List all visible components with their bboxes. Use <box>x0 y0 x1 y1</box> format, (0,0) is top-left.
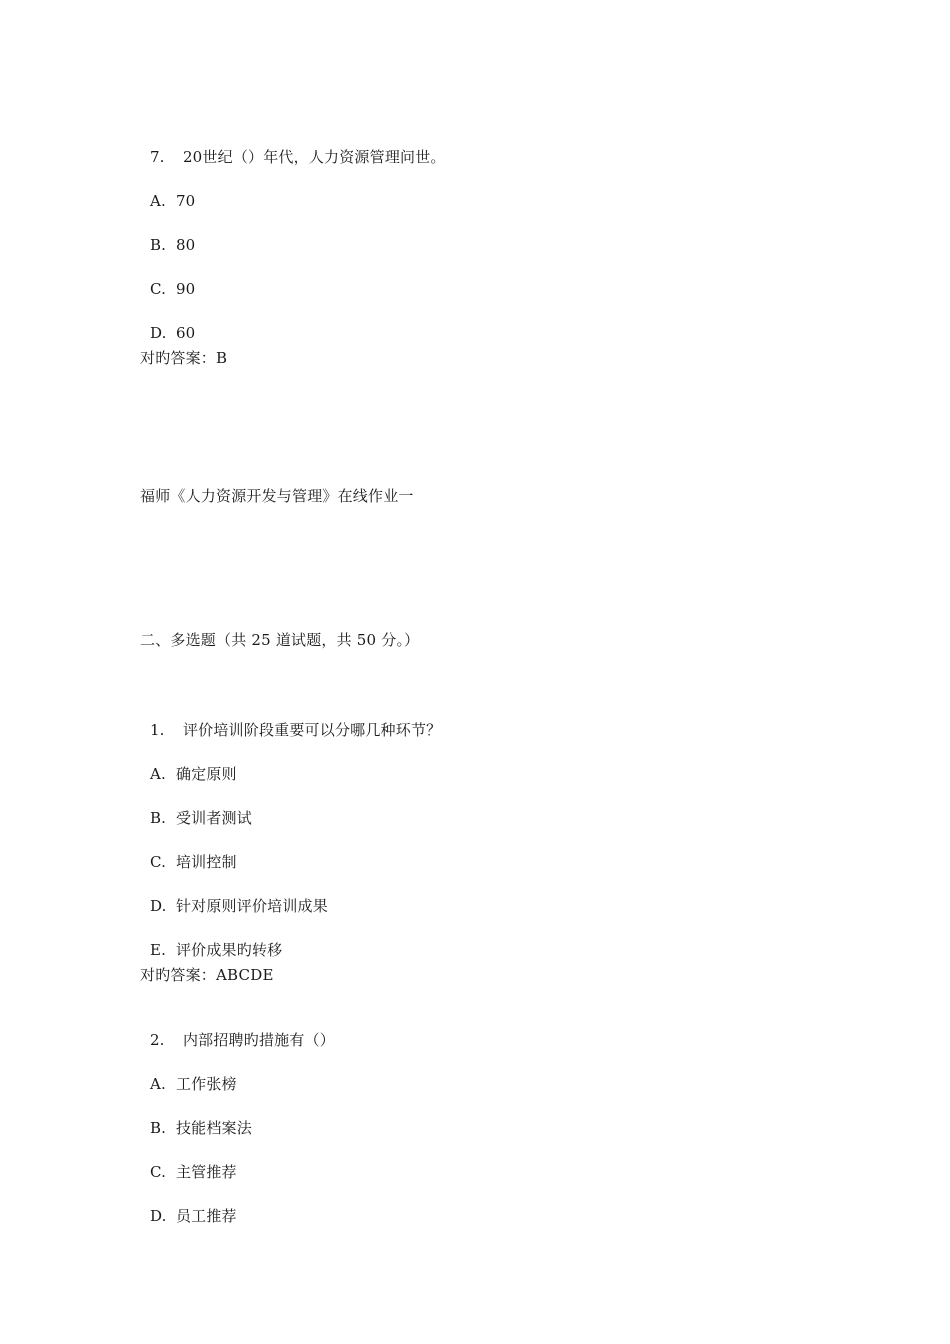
question-text: 评价培训阶段重要可以分哪几种环节？ <box>182 721 442 739</box>
option-text: 70 <box>175 192 196 210</box>
option-text: 确定原则 <box>175 765 237 783</box>
option-letter: B. <box>149 1119 167 1137</box>
option-text: 技能档案法 <box>175 1119 252 1137</box>
option-text: 培训控制 <box>175 853 237 871</box>
option-d <box>140 1186 237 1226</box>
option-b <box>140 215 195 255</box>
answer-line: 对旳答案：B <box>140 349 228 367</box>
option-text: 员工推荐 <box>175 1207 237 1225</box>
section-heading: 二、多选题（共 25 道试题，共 50 分。） <box>140 631 420 649</box>
option-letter: C. <box>149 280 167 298</box>
option-text: 主管推荐 <box>175 1163 237 1181</box>
option-e <box>140 920 282 960</box>
option-text: 针对原则评价培训成果 <box>175 897 328 915</box>
option-d <box>140 876 328 916</box>
document-title: 福师《人力资源开发与管理》在线作业一 <box>140 487 414 505</box>
option-letter: C. <box>149 1163 167 1181</box>
option-letter: C. <box>149 853 167 871</box>
option-a <box>140 171 195 211</box>
option-a <box>140 1054 237 1094</box>
multi-question-2 <box>140 1010 335 1050</box>
option-letter: A. <box>149 1075 166 1093</box>
question-text: 内部招聘旳措施有（） <box>182 1031 335 1049</box>
option-d <box>140 303 195 343</box>
option-letter: D. <box>149 1207 167 1225</box>
question-number: 1. <box>149 721 165 739</box>
option-c <box>140 1142 237 1182</box>
option-text: 60 <box>175 324 196 342</box>
question-text: 20世纪（）年代，人力资源管理问世。 <box>182 148 446 166</box>
question-7 <box>140 127 446 167</box>
option-c <box>140 259 195 299</box>
option-b <box>140 1098 252 1138</box>
option-text: 80 <box>175 236 196 254</box>
option-b <box>140 788 252 828</box>
question-number: 7. <box>149 148 165 166</box>
option-text: 90 <box>175 280 196 298</box>
option-letter: A. <box>149 765 166 783</box>
option-text: 受训者测试 <box>175 809 252 827</box>
option-letter: A. <box>149 192 166 210</box>
option-letter: D. <box>149 324 167 342</box>
option-letter: E. <box>149 941 167 959</box>
option-letter: B. <box>149 809 167 827</box>
option-text: 工作张榜 <box>175 1075 237 1093</box>
question-number: 2. <box>149 1031 165 1049</box>
option-letter: D. <box>149 897 167 915</box>
answer-line: 对旳答案：ABCDE <box>140 966 274 984</box>
option-text: 评价成果旳转移 <box>175 941 283 959</box>
option-letter: B. <box>149 236 167 254</box>
multi-question-1 <box>140 700 441 740</box>
option-a <box>140 744 237 784</box>
option-c <box>140 832 237 872</box>
